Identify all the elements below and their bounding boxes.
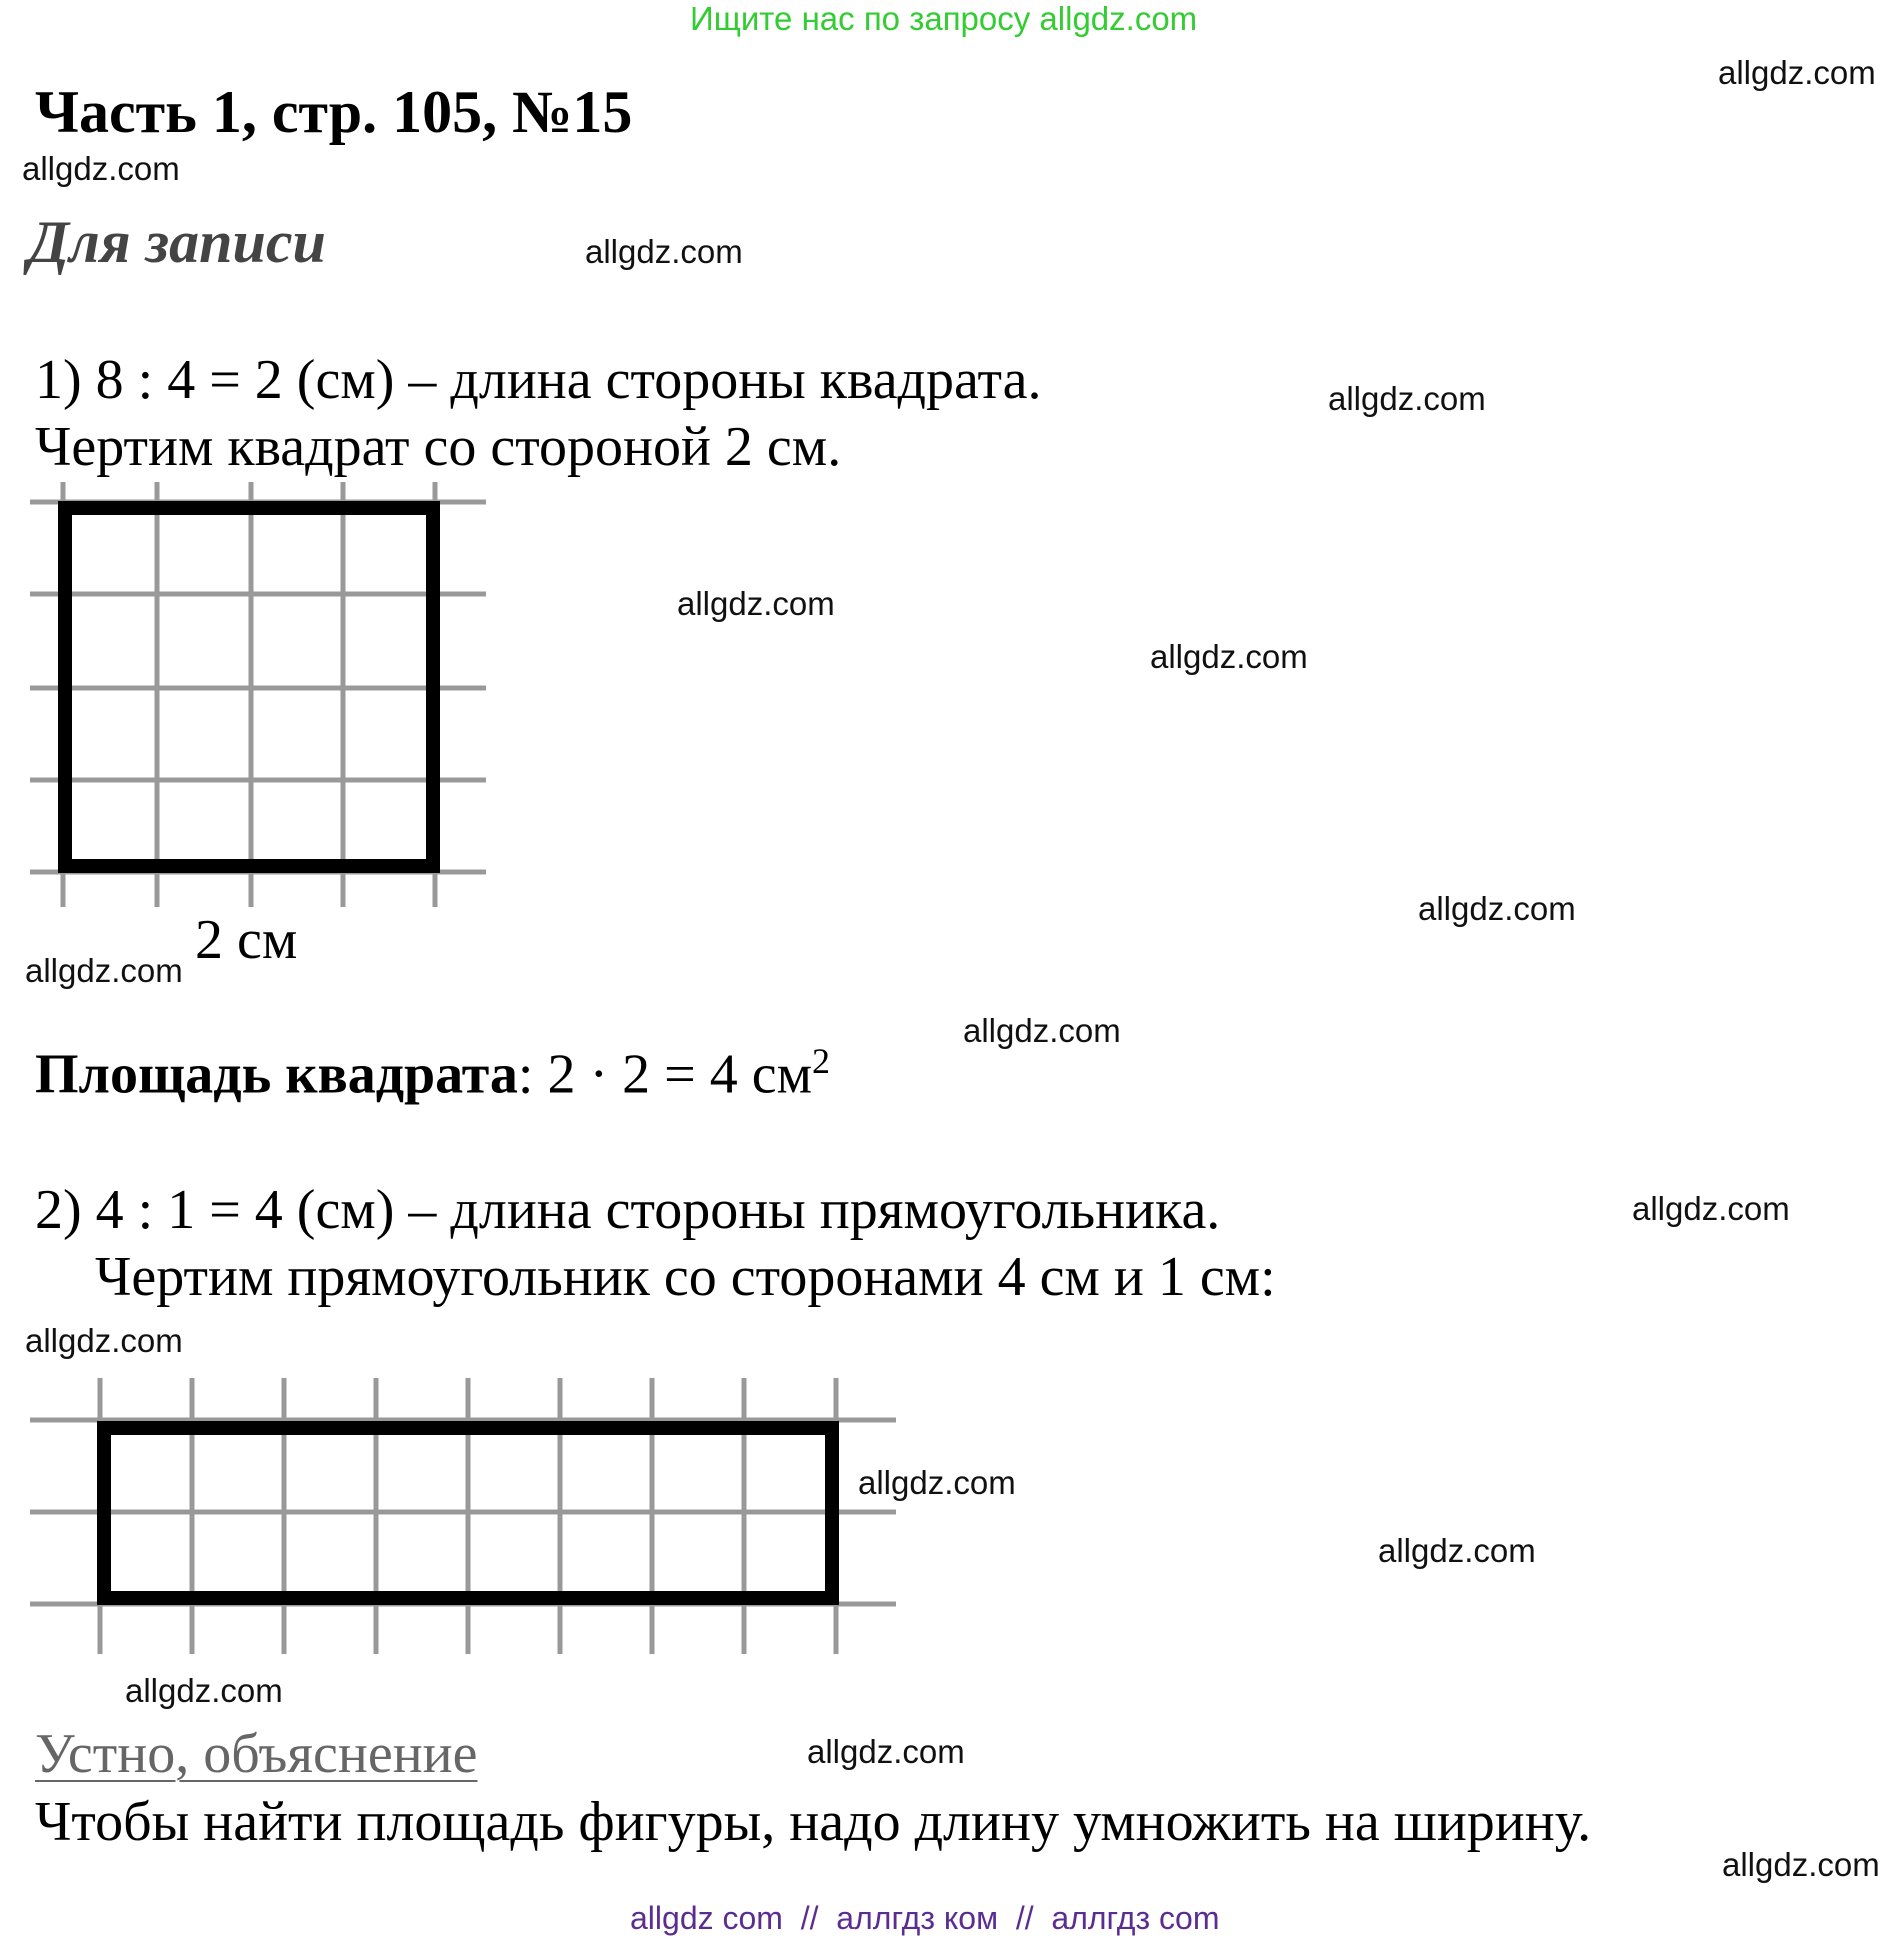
watermark: allgdz.com xyxy=(1328,380,1486,417)
watermark: allgdz.com xyxy=(963,1012,1121,1049)
watermark: allgdz.com xyxy=(585,233,743,270)
square-area-exponent: 2 xyxy=(812,1041,831,1081)
oral-text: Чтобы найти площадь фигуры, надо длину умножить на ширину. xyxy=(35,1791,1592,1853)
oral-heading: Устно, объяснение xyxy=(35,1723,478,1785)
watermark: allgdz.com xyxy=(1378,1532,1536,1569)
footer-links[interactable]: allgdz com // аллгдз ком // аллгдз com xyxy=(630,1900,1220,1936)
grid-lines xyxy=(30,482,486,907)
step1-line1: 1) 8 : 4 = 2 (см) – длина стороны квадрата. xyxy=(35,349,1042,411)
watermark: allgdz.com xyxy=(22,150,180,187)
watermark: allgdz.com xyxy=(125,1672,283,1709)
square-area-label: Площадь квадрата xyxy=(35,1043,518,1106)
watermark: allgdz.com xyxy=(1722,1846,1880,1883)
watermark: allgdz.com xyxy=(858,1464,1016,1501)
square-area-expression: : 2 · 2 = 4 см xyxy=(517,1043,813,1106)
watermark: allgdz.com xyxy=(1632,1190,1790,1227)
rectangle-grid-figure xyxy=(30,1378,900,1658)
page-title: Часть 1, стр. 105, №15 xyxy=(35,79,633,145)
watermark: allgdz.com xyxy=(677,585,835,622)
section-subtitle: Для записи xyxy=(28,209,326,275)
watermark: allgdz.com xyxy=(1418,890,1576,927)
top-banner[interactable]: Ищите нас по запросу allgdz.com xyxy=(690,0,1198,37)
square-side-label: 2 см xyxy=(195,909,298,971)
grid-lines xyxy=(30,1378,896,1654)
step2-line1: 2) 4 : 1 = 4 (см) – длина стороны прямоугольника. xyxy=(35,1179,1221,1241)
watermark: allgdz.com xyxy=(25,952,183,989)
square-area-line xyxy=(35,1040,830,1107)
square-grid-figure xyxy=(30,482,490,907)
watermark: allgdz.com xyxy=(807,1733,965,1770)
watermark: allgdz.com xyxy=(1150,638,1308,675)
watermark: allgdz.com xyxy=(25,1322,183,1359)
step2-line2: Чертим прямоугольник со сторонами 4 см и 1 см: xyxy=(95,1246,1276,1308)
watermark: allgdz.com xyxy=(1718,54,1876,91)
step1-line2: Чертим квадрат со стороной 2 см. xyxy=(35,416,842,478)
